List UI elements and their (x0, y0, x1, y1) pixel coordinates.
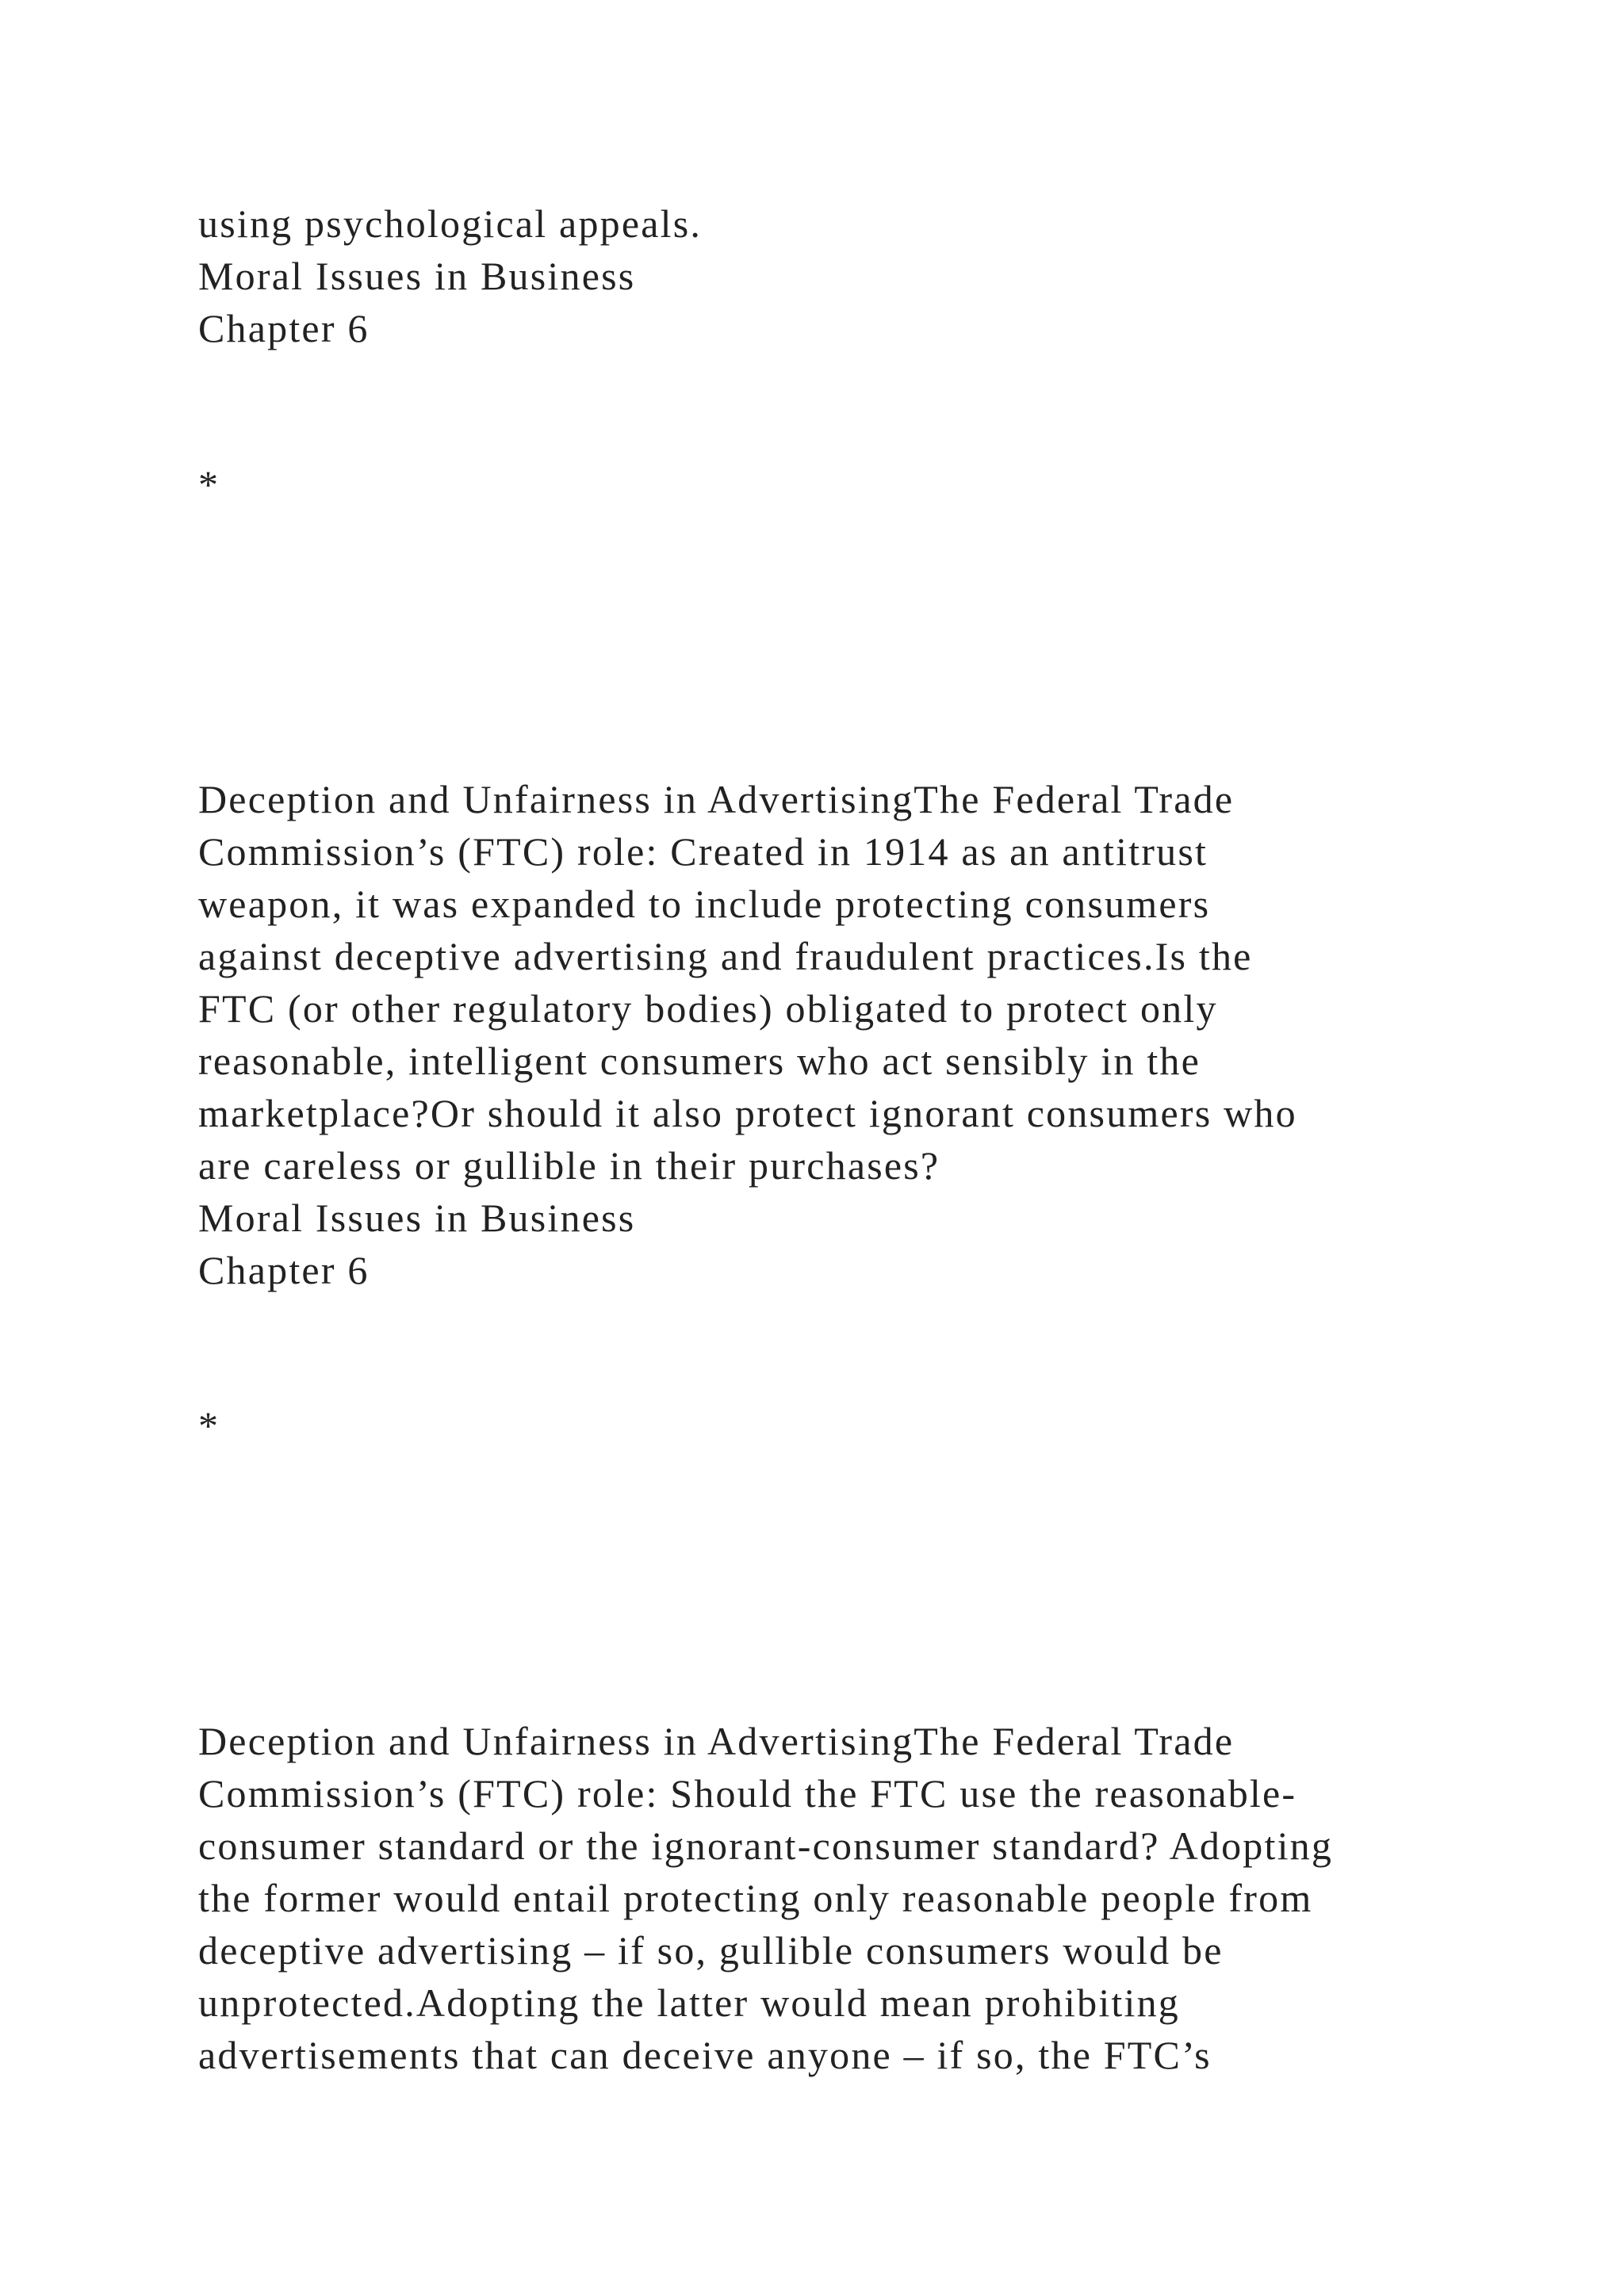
slide-1-line-5: FTC (or other regulatory bodies) obligated to protect only (198, 986, 1218, 1031)
slide-2-line-6: unprotected.Adopting the latter would mean prohibiting (198, 1980, 1180, 2025)
slide-2-line-2: Commission’s (FTC) role: Should the FTC use the reasonable- (198, 1771, 1297, 1816)
slide-2-line-5: deceptive advertising – if so, gullible consumers would be (198, 1928, 1224, 1973)
slide-1-line-1: Deception and Unfairness in AdvertisingThe Federal Trade (198, 777, 1235, 821)
slide-1-line-4: against deceptive advertising and fraudulent practices.Is the (198, 934, 1253, 978)
slide-2-line-4: the former would entail protecting only reasonable people from (198, 1876, 1313, 1920)
slide-1-line-9: Moral Issues in Business (198, 1196, 636, 1240)
separator-asterisk: * (198, 1403, 220, 1448)
intro-line-2: Moral Issues in Business (198, 254, 636, 298)
slide-2-line-1: Deception and Unfairness in AdvertisingThe Federal Trade (198, 1719, 1235, 1763)
intro-line-1: using psychological appeals. (198, 201, 703, 246)
slide-1-line-6: reasonable, intelligent consumers who act sensibly in the (198, 1039, 1201, 1083)
separator-asterisk: * (198, 462, 220, 507)
slide-1-line-8: are careless or gullible in their purchases? (198, 1143, 940, 1188)
slide-1-line-3: weapon, it was expanded to include protecting consumers (198, 882, 1211, 926)
slide-1-line-2: Commission’s (FTC) role: Created in 1914 as an antitrust (198, 829, 1208, 874)
slide-2-line-7: advertisements that can deceive anyone – if so, the FTC’s (198, 2033, 1212, 2077)
intro-line-3: Chapter 6 (198, 306, 370, 350)
slide-2-line-3: consumer standard or the ignorant-consumer standard? Adopting (198, 1823, 1334, 1868)
slide-1-line-7: marketplace?Or should it also protect ignorant consumers who (198, 1091, 1297, 1135)
slide-1-line-10: Chapter 6 (198, 1248, 370, 1292)
